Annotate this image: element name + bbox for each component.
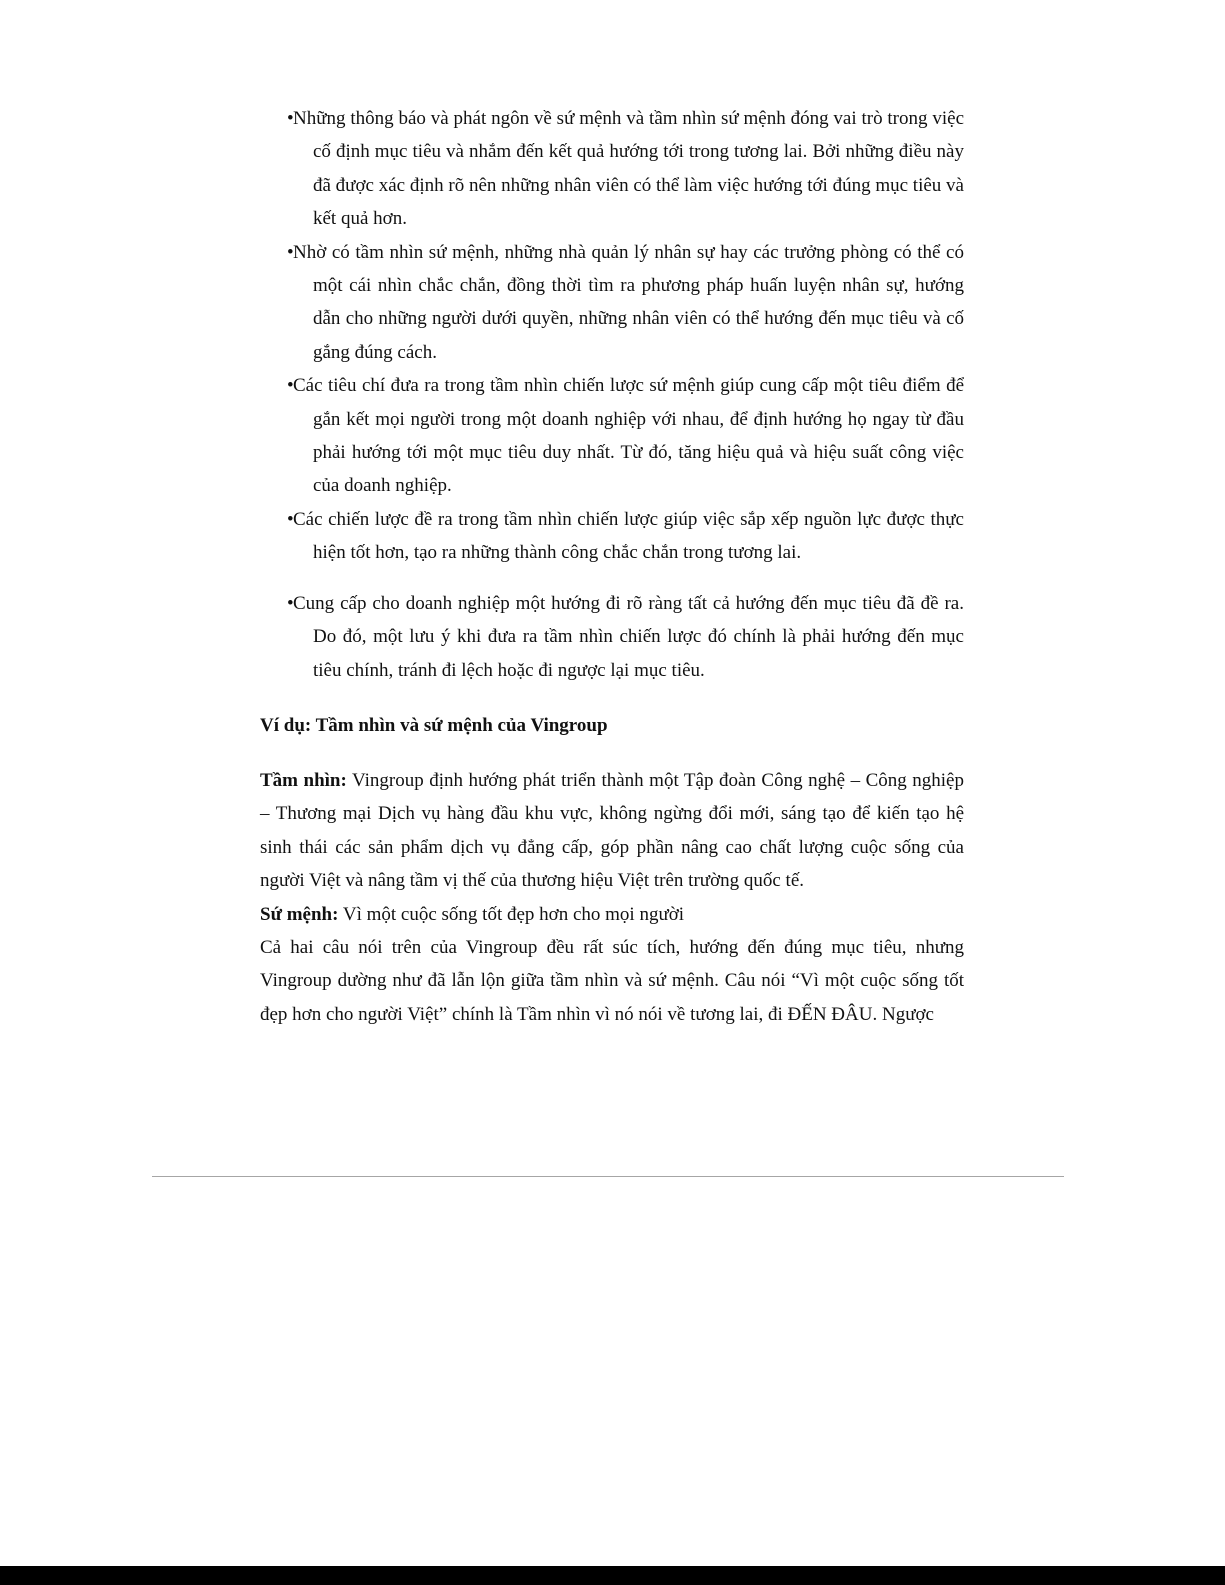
mission-text: Vì một cuộc sống tốt đẹp hơn cho mọi người (338, 904, 685, 925)
bullet-text: Cung cấp cho doanh nghiệp một hướng đi rõ ràng tất cả hướng đến mục tiêu đã đề ra. Do đó, một lưu ý khi đưa ra tầm nhìn chiến lược đó chính là phải hướng đến mục tiêu chính, tránh đi lệch hoặc đi ngược lại mục tiêu. (293, 592, 964, 681)
bullet-item-5 (287, 587, 964, 687)
bullet-item-4 (287, 503, 964, 570)
bullet-marker: • (287, 592, 294, 614)
mission-label: Sứ mệnh: (260, 904, 339, 925)
vision-text: Vingroup định hướng phát triển thành một Tập đoàn Công nghệ – Công nghiệp – Thương mại Dịch vụ hàng đầu khu vực, không ngừng đổi mới, sáng tạo để kiến tạo hệ sinh thái các sản phẩm dịch vụ đẳng cấp, góp phần nâng cao chất lượng cuộc sống của người Việt và nâng tầm vị thế của thương hiệu Việt trên trường quốc tế. (260, 770, 964, 892)
bullet-text: Các tiêu chí đưa ra trong tầm nhìn chiến lược sứ mệnh giúp cung cấp một tiêu điểm để gắn kết mọi người trong một doanh nghiệp với nhau, để định hướng họ ngay từ đầu phải hướng tới một mục tiêu duy nhất. Từ đó, tăng hiệu quả và hiệu suất công việc của doanh nghiệp. (293, 375, 964, 497)
commentary-paragraph: Cả hai câu nói trên của Vingroup đều rất súc tích, hướng đến đúng mục tiêu, nhưng Vingroup dường như đã lẫn lộn giữa tầm nhìn và sứ mệnh. Câu nói “Vì một cuộc sống tốt đẹp hơn cho người Việt” chính là Tầm nhìn vì nó nói về tương lai, đi ĐẾN ĐÂU. Ngược (260, 937, 964, 1025)
bullet-item-1 (287, 102, 964, 236)
bullet-marker: • (287, 241, 294, 263)
bullet-text: Các chiến lược đề ra trong tầm nhìn chiến lược giúp việc sắp xếp nguồn lực được thực hiện tốt hơn, tạo ra những thành công chắc chắn trong tương lai. (293, 508, 964, 564)
example-heading: Ví dụ: Tầm nhìn và sứ mệnh của Vingroup (260, 715, 608, 736)
bullet-text: Nhờ có tầm nhìn sứ mệnh, những nhà quản lý nhân sự hay các trưởng phòng có thể có một cái nhìn chắc chắn, đồng thời tìm ra phương pháp huấn luyện nhân sự, hướng dẫn cho những người dưới quyền, những nhân viên có thể hướng đến mục tiêu và cố gắng đúng cách. (293, 241, 964, 363)
page-bottom-bar (0, 1566, 1225, 1585)
bullet-item-3 (287, 369, 964, 503)
bullet-marker: • (287, 108, 294, 129)
bullet-item-2 (287, 236, 964, 370)
mission-paragraph (260, 898, 964, 931)
vision-label: Tầm nhìn: (260, 770, 347, 791)
bullet-marker: • (287, 375, 294, 397)
page-footer-divider (152, 1176, 1064, 1177)
benefits-bullet-list (287, 102, 964, 687)
bullet-marker: • (287, 508, 294, 530)
vision-paragraph (260, 764, 964, 898)
bullet-text: Những thông báo và phát ngôn về sứ mệnh và tầm nhìn sứ mệnh đóng vai trò trong việc cố định mục tiêu và nhắm đến kết quả hướng tới trong tương lai. Bởi những điều này đã được xác định rõ nên những nhân viên có thể làm việc hướng tới đúng mục tiêu và kết quả hơn. (293, 108, 964, 230)
